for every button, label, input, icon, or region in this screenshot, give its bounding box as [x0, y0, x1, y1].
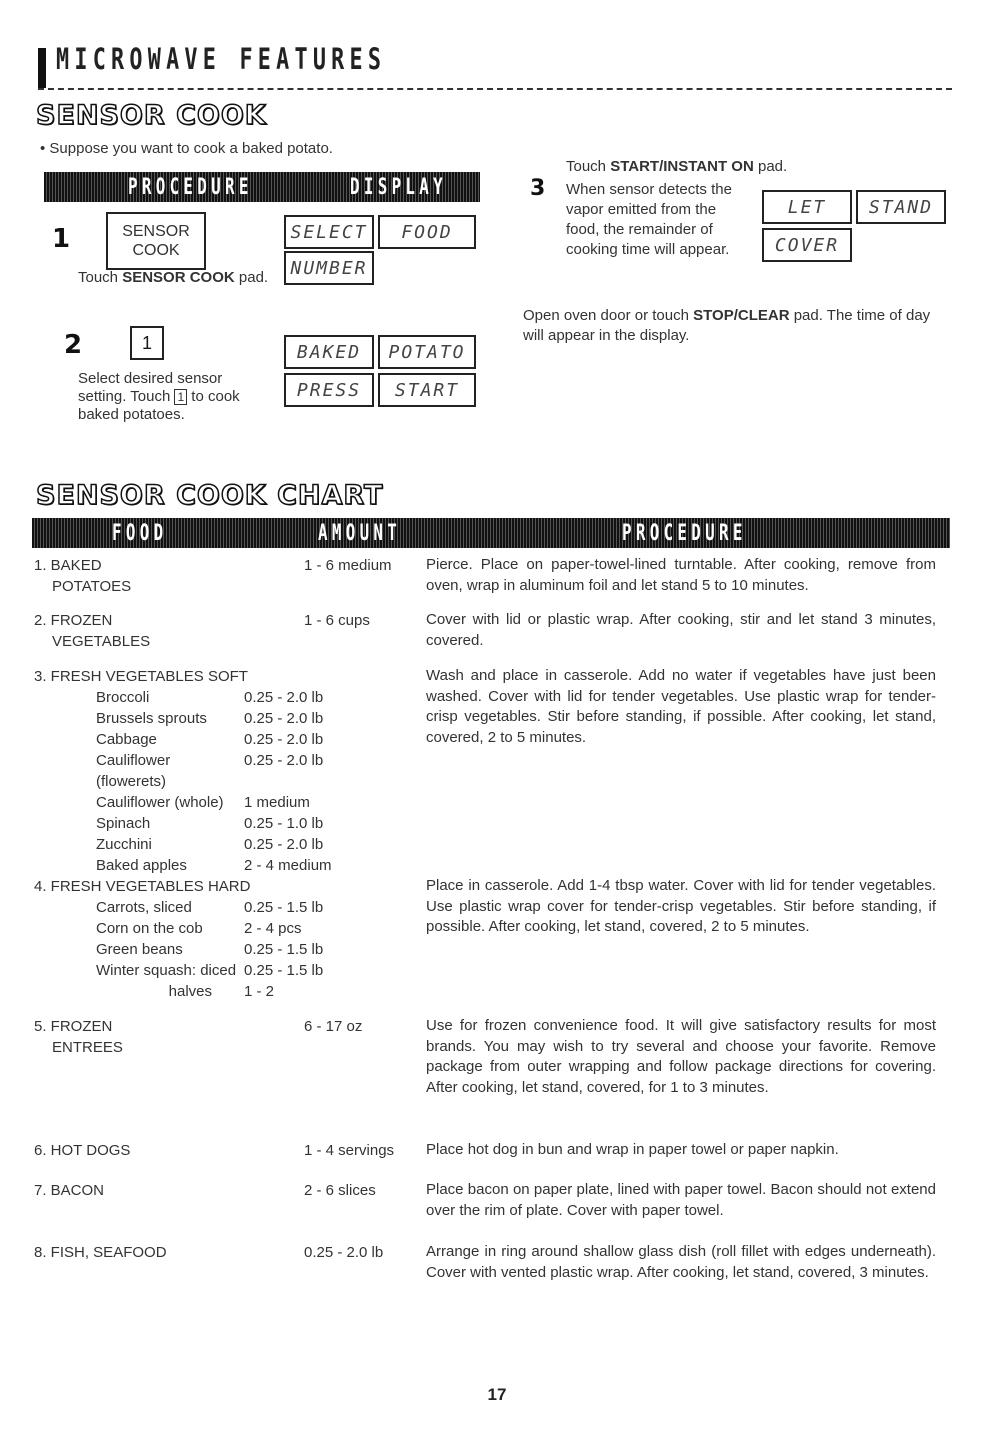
- row-7-amount: 2 - 6 slices: [304, 1182, 376, 1199]
- item-name: halves: [168, 983, 212, 1000]
- section-header: [38, 38, 952, 96]
- row-1-amount: 1 - 6 medium: [304, 557, 392, 574]
- row-3-food-header: 3. FRESH VEGETABLES SOFT: [34, 668, 248, 685]
- list-item: [34, 729, 424, 750]
- step-3-line-1: [566, 158, 866, 176]
- row-1-food-line-1: 1. BAKED: [34, 557, 102, 574]
- lcd-food: FOOD: [378, 215, 476, 249]
- sensor-key-label-2: COOK: [132, 242, 180, 259]
- table-row: [34, 666, 936, 874]
- step-1-number: 1: [52, 224, 71, 254]
- display-col-label: DISPLAY: [350, 174, 447, 200]
- note-bold: STOP/CLEAR: [693, 307, 790, 324]
- table-row: [34, 610, 934, 650]
- chart-title: SENSOR COOK CHART: [36, 480, 384, 511]
- procedure-display-header: [44, 172, 480, 202]
- key-1: 1: [130, 326, 164, 360]
- note-post: pad. The time of day will appear in the display.: [523, 307, 931, 344]
- procedure-col-label-chart: PROCEDURE: [622, 520, 747, 546]
- row-7-food: 7. BACON: [34, 1182, 105, 1199]
- step-1-text-bold: SENSOR COOK: [122, 269, 235, 286]
- list-item: [34, 708, 424, 729]
- procedure-col-label: PROCEDURE: [128, 174, 253, 200]
- list-item: [34, 792, 424, 813]
- step-3-pre: Touch: [566, 158, 611, 175]
- item-name: Green beans: [96, 941, 183, 958]
- item-name: Carrots, sliced: [96, 899, 192, 916]
- food-col-label: FOOD: [112, 520, 168, 546]
- row-6-amount: 1 - 4 servings: [304, 1142, 395, 1159]
- item-name: Baked apples: [96, 857, 187, 874]
- step-1-text: [78, 268, 278, 287]
- inline-key-1: 1: [174, 389, 187, 405]
- row-5-food: [34, 1016, 334, 1058]
- row-5-food-line-1: 5. FROZEN: [34, 1018, 113, 1035]
- item-amount: 1 - 2: [244, 983, 275, 1000]
- row-8-procedure: Arrange in ring around shallow glass dish (roll fillet with edges underneath). Cover with vented plastic wrap. After cooking, let stand, covered, 3 minutes.: [426, 1243, 936, 1281]
- row-5-food-line-2: ENTREES: [52, 1039, 123, 1056]
- row-6-procedure: Place hot dog in bun and wrap in paper towel or paper napkin.: [426, 1141, 839, 1158]
- row-3-food: [34, 666, 424, 876]
- row-2-food-line-2: VEGETABLES: [52, 633, 151, 650]
- row-8-food: 8. FISH, SEAFOOD: [34, 1244, 167, 1261]
- list-item: [34, 918, 424, 939]
- lcd-cover: COVER: [762, 228, 852, 262]
- step-2-text-b: to cook baked potatoes.: [78, 388, 240, 423]
- item-name: Cabbage: [96, 731, 157, 748]
- intro-text: • Suppose you want to cook a baked potato.: [40, 140, 333, 157]
- lcd-select: SELECT: [284, 215, 374, 249]
- row-1-procedure: Pierce. Place on paper-towel-lined turntable. After cooking, remove from oven, wrap in aluminum foil and let stand 5 to 10 minutes.: [426, 556, 936, 594]
- lcd-let: LET: [762, 190, 852, 224]
- item-name: Brussels sprouts: [96, 710, 207, 727]
- row-5-procedure: Use for frozen convenience food. It will give satisfactory results for most brands. You may wish to try several and choose your favorite. Remove package from outer wrapping and follow package directions for covering. After cooking, let stand, covered, for 1 to 3 minutes.: [426, 1017, 936, 1096]
- table-row: [34, 876, 934, 1006]
- lcd-potato: POTATO: [378, 335, 476, 369]
- table-row: [34, 555, 934, 595]
- item-amount: 0.25 - 2.0 lb: [244, 836, 324, 853]
- item-name: Winter squash: diced: [96, 962, 237, 979]
- item-amount: 2 - 4 pcs: [244, 920, 302, 937]
- step-2-number: 2: [64, 330, 83, 360]
- step-3-text: When sensor detects the vapor emitted from the food, the remainder of cooking time will appear.: [566, 181, 732, 258]
- item-amount: 0.25 - 2.0 lb: [244, 689, 324, 706]
- list-item: [34, 750, 424, 792]
- sensor-cook-title: SENSOR COOK: [36, 100, 267, 131]
- item-amount: 2 - 4 medium: [244, 857, 332, 874]
- step-1-text-pre: Touch: [78, 269, 123, 286]
- table-row: [34, 1140, 934, 1164]
- list-item: [34, 855, 424, 876]
- step-1-text-post: pad.: [234, 269, 269, 286]
- lcd-baked: BAKED: [284, 335, 374, 369]
- item-name: Corn on the cob: [96, 920, 203, 937]
- header-bar: [38, 48, 46, 88]
- row-2-food: [34, 610, 334, 652]
- row-2-food-line-1: 2. FROZEN: [34, 612, 113, 629]
- lcd-start: START: [378, 373, 476, 407]
- item-amount: 0.25 - 1.5 lb: [244, 941, 324, 958]
- item-amount: 1 medium: [244, 794, 310, 811]
- step-3-bold: START/INSTANT ON: [610, 158, 754, 175]
- table-row: [34, 1016, 934, 1126]
- lcd-stand: STAND: [856, 190, 946, 224]
- item-amount: 0.25 - 1.5 lb: [244, 962, 324, 979]
- list-item: [34, 687, 424, 708]
- step-3-number: 3: [530, 176, 546, 201]
- list-item: [34, 834, 424, 855]
- amount-col-label: AMOUNT: [318, 520, 402, 546]
- item-name: Spinach: [96, 815, 151, 832]
- list-item: [34, 960, 424, 981]
- item-amount: 0.25 - 2.0 lb: [244, 731, 324, 748]
- item-name: Cauliflower (whole): [96, 794, 224, 811]
- note-pre: Open oven door or touch: [523, 307, 694, 324]
- step-3-post: pad.: [753, 158, 788, 175]
- header-divider: [38, 88, 952, 90]
- item-amount: 0.25 - 2.0 lb: [244, 752, 324, 769]
- row-2-amount: 1 - 6 cups: [304, 612, 370, 629]
- row-5-amount: 6 - 17 oz: [304, 1018, 363, 1035]
- item-name: Zucchini: [96, 836, 152, 853]
- row-1-food-line-2: POTATOES: [52, 578, 132, 595]
- item-amount: 0.25 - 1.0 lb: [244, 815, 324, 832]
- item-amount: 0.25 - 1.5 lb: [244, 899, 324, 916]
- row-4-procedure: Place in casserole. Add 1-4 tbsp water. Cover with lid for tender vegetables. Use plastic wrap cover for tender-crisp vegetables. Stir before standing, if possible. After cooking, let stand, covered, 2 to 5 minutes.: [426, 877, 936, 935]
- section-title: MICROWAVE FEATURES: [56, 42, 387, 76]
- row-6-food: 6. HOT DOGS: [34, 1142, 131, 1159]
- row-2-procedure: Cover with lid or plastic wrap. After cooking, stir and let stand 3 minutes, covered.: [426, 611, 936, 649]
- row-1-food: [34, 555, 334, 597]
- list-item: [34, 939, 424, 960]
- row-4-food-header: 4. FRESH VEGETABLES HARD: [34, 878, 251, 895]
- step-2-text-a: Select desired sensor setting. Touch: [78, 370, 223, 405]
- page-number: 17: [487, 1385, 507, 1404]
- item-name: Broccoli: [96, 689, 150, 706]
- step-2-text: [78, 370, 268, 424]
- item-amount: 0.25 - 2.0 lb: [244, 710, 324, 727]
- sensor-cook-key: [106, 212, 206, 270]
- row-4-food: [34, 876, 424, 1002]
- row-7-procedure: Place bacon on paper plate, lined with paper towel. Bacon should not extend over the rim of plate. Cover with paper towel.: [426, 1181, 936, 1219]
- lcd-press: PRESS: [284, 373, 374, 407]
- sensor-key-label-1: SENSOR: [122, 223, 190, 240]
- item-name: Cauliflower (flowerets): [96, 752, 171, 790]
- finish-note: [523, 306, 951, 346]
- list-item: [34, 813, 424, 834]
- row-8-amount: 0.25 - 2.0 lb: [304, 1244, 384, 1261]
- table-row: [34, 1180, 934, 1224]
- table-row: [34, 1242, 934, 1306]
- list-item: [34, 897, 424, 918]
- chart-header-bar: [32, 518, 950, 548]
- row-3-procedure: Wash and place in casserole. Add no water if vegetables have just been washed. Cover with lid for tender vegetables. Use plastic wrap for tender-crisp vegetables. Stir before standing, if possible. After cooking, let stand, covered, 2 to 5 minutes.: [426, 667, 936, 746]
- list-item: [34, 981, 424, 1002]
- lcd-number: NUMBER: [284, 251, 374, 285]
